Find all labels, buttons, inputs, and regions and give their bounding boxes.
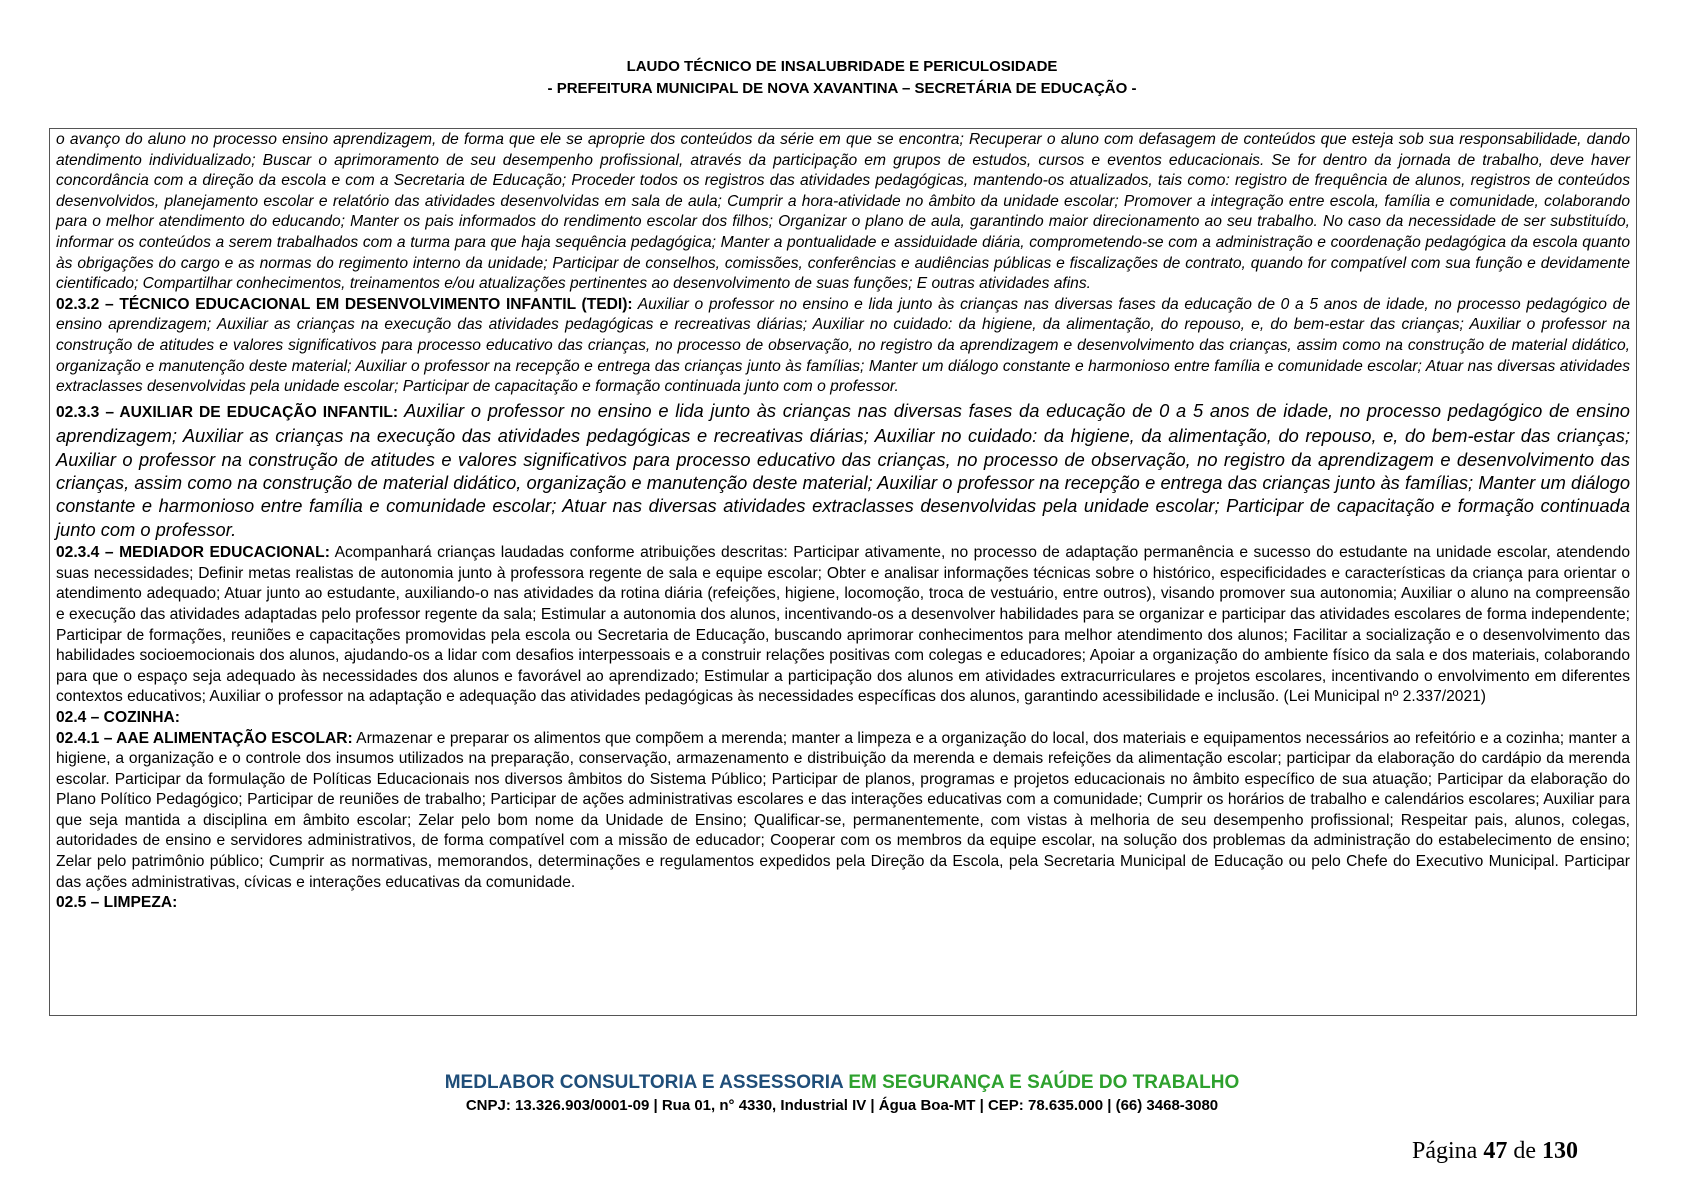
- section-0234-text: Acompanhará crianças laudadas conforme atribuições descritas: Participar ativamente, no processo de adaptação permanência e sucesso do estudante na unidade escolar, atendendo suas necessidades; Definir metas realistas de autonomia junto à professora regente de sala e equipe escolar; Obter e analisar informações técnicas sobre o histórico, especificidades e características da criança para orientar o atendimento adequado; Atuar junto ao estudante, auxiliando-o nas atividades da rotina diária (refeições, higiene, locomoção, troca de vestuário, entre outros), visando promover sua autonomia; Auxiliar o aluno na compreensão e execução das atividades adaptadas pelo professor regente da sala; Estimular a autonomia dos alunos, incentivando-os a desenvolver habilidades para se organizar e participar das atividades escolares de forma independente; Participar de formações, reuniões e capacitações promovidas pela escola ou Secretaria de Educação, buscando aprimorar conhecimentos para melhor atendimento dos alunos; Facilitar a socialização e o desenvolvimento das habilidades socioemocionais dos alunos, ajudando-os a lidar com desafios interpessoais e a construir relações positivas com colegas e educadores; Apoiar a organização do ambiente físico da sala e dos materiais, colaborando para que o espaço seja adequado às necessidades dos alunos e favorável ao aprendizado; Estimular a participação dos alunos em atividades extracurriculares e projetos escolares, incentivando o envolvimento em diferentes contextos educativos; Auxiliar o professor na adaptação e adequação das atividades pedagógicas às necessidades específicas dos alunos, garantindo acessibilidade e inclusão. (Lei Municipal nº 2.337/2021): [56, 544, 1630, 706]
- section-0234: [56, 543, 1630, 708]
- section-0234-title: 02.3.4 – MEDIADOR EDUCACIONAL:: [56, 544, 330, 562]
- section-024-title: 02.4 – COZINHA:: [56, 708, 180, 726]
- footer-company-name: MEDLABOR CONSULTORIA E ASSESSORIA: [444, 1072, 844, 1093]
- section-0233-title: 02.3.3 – AUXILIAR DE EDUCAÇÃO INFANTIL:: [56, 403, 399, 421]
- section-0232-title: 02.3.2 – TÉCNICO EDUCACIONAL EM DESENVOLVIMENTO INFANTIL (TEDI):: [56, 295, 633, 313]
- page-total: 130: [1542, 1138, 1578, 1164]
- section-0232-text: Auxiliar o professor no ensino e lida junto às crianças nas diversas fases da educação de 0 a 5 anos de idade, no processo pedagógico de ensino aprendizagem; Auxiliar as crianças na execução das atividades pedagógicas e recreativas diárias; Auxiliar no cuidado: da higiene, da alimentação, do repouso, e, do bem-estar das crianças; Auxiliar o professor na construção de atitudes e valores significativos para processo educativo das crianças, no processo de observação, no registro da aprendizagem e desenvolvimento das crianças, assim como na construção de material didático, organização e manutenção deste material; Auxiliar o professor na recepção e entrega das crianças junto às famílias; Manter um diálogo constante e harmonioso entre família e comunidade escolar; Atuar nas diversas atividades extraclasses desenvolvidas pela unidade escolar; Participar de capacitação e formação continuada junto com o professor.: [56, 295, 1630, 396]
- intro-paragraph: o avanço do aluno no processo ensino aprendizagem, de forma que ele se aproprie dos conteúdos da série em que se encontra; Recuperar o aluno com defasagem de conteúdos que esteja sob sua responsabilidade, dando atendimento individualizado; Buscar o aprimoramento de seu desempenho profissional, através da participação em grupos de estudos, cursos e eventos educacionais. Se for dentro da jornada de trabalho, deve haver concordância com a direção da escola e com a Secretaria de Educação; Proceder todos os registros das atividades pedagógicas, mantendo-os atualizados, tais como: registro de frequência de alunos, registros de conteúdos desenvolvidos, planejamento escolar e relatório das atividades desenvolvidas em sala de aula; Cumprir a hora-atividade no âmbito da unidade escolar; Promover a integração entre escola, família e comunidade, colaborando para o melhor atendimento do educando; Manter os pais informados do rendimento escolar dos filhos; Organizar o plano de aula, garantindo maior direcionamento ao seu trabalho. No caso da necessidade de ser substituído, informar os conteúdos a serem trabalhados com a turma para que haja sequência pedagógica; Manter a pontualidade e assiduidade diária, comprometendo-se com a administração e coordenação pedagógica da escola quanto às obrigações do cargo e as normas do regimento interno da unidade; Participar de conselhos, comissões, conferências e audiências públicas e fiscalizações de contrato, quando for compatível com sua função e devidamente cientificado; Compartilhar conhecimentos, treinamentos e/ou atualizações pertinentes ao desenvolvimento de suas funções; E outras atividades afins.: [56, 131, 1630, 293]
- page-label: Página: [1412, 1138, 1484, 1164]
- section-0241: [56, 729, 1630, 894]
- page-number: [1412, 1138, 1578, 1165]
- section-024: [56, 708, 1630, 729]
- section-0232: [56, 295, 1630, 398]
- content-box: [49, 128, 1637, 1016]
- page-separator: de: [1507, 1138, 1542, 1164]
- header-subtitle: - PREFEITURA MUNICIPAL DE NOVA XAVANTINA – SECRETÁRIA DE EDUCAÇÃO -: [547, 80, 1137, 97]
- document-header: [0, 56, 1684, 100]
- section-0241-text: Armazenar e preparar os alimentos que compõem a merenda; manter a limpeza e a organização do local, dos materiais e equipamentos necessários ao refeitório e a cozinha; manter a higiene, a organização e o controle dos insumos utilizados na preparação, conservação, armazenamento e distribuição da merenda e demais refeições da alimentação escolar; participar da elaboração do cardápio da merenda escolar. Participar da formulação de Políticas Educacionais nos diversos âmbitos do Sistema Público; Participar de planos, programas e projetos educacionais no âmbito específico de sua atuação; Participar da elaboração do Plano Político Pedagógico; Participar de reuniões de trabalho; Participar de ações administrativas escolares e das interações educativas com a comunidade; Cumprir os horários de trabalho e calendários escolares; Auxiliar para que seja mantida a disciplina em âmbito escolar; Zelar pelo bom nome da Unidade de Ensino; Qualificar-se, permanentemente, com vistas à melhoria de seu desempenho profissional; Respeitar pais, alunos, colegas, autoridades de ensino e servidores administrativos, de forma compatível com a missão de educador; Cooperar com os membros da equipe escolar, na solução dos problemas da administração do estabelecimento de ensino; Zelar pelo patrimônio público; Cumprir as normativas, memorandos, determinações e regulamentos expedidos pela Direção da Escola, pela Secretaria Municipal de Educação ou pelo Chefe do Executivo Municipal. Participar das ações administrativas, cívicas e interações educativas da comunidade.: [56, 729, 1630, 891]
- section-025: [56, 893, 1630, 914]
- footer-company: [0, 1072, 1684, 1094]
- page-current: 47: [1483, 1138, 1508, 1164]
- section-0233-text: Auxiliar o professor no ensino e lida junto às crianças nas diversas fases da educação de 0 a 5 anos de idade, no processo pedagógico de ensino aprendizagem; Auxiliar as crianças na execução das atividades pedagógicas e recreativas diárias; Auxiliar no cuidado: da higiene, da alimentação, do repouso, e, do bem-estar das crianças; Auxiliar o professor na construção de atitudes e valores significativos para processo educativo das crianças, no processo de observação, no registro da aprendizagem e desenvolvimento das crianças, assim como na construção de material didático, organização e manutenção deste material; Auxiliar o professor na recepção e entrega das crianças junto às famílias; Manter um diálogo constante e harmonioso entre família e comunidade escolar; Atuar nas diversas atividades extraclasses desenvolvidas pela unidade escolar; Participar de capacitação e formação continuada junto com o professor.: [56, 399, 1630, 540]
- footer-contact-info: CNPJ: 13.326.903/0001-09 | Rua 01, n° 4330, Industrial IV | Água Boa-MT | CEP: 78.635.000 | (66) 3468-3080: [465, 1097, 1219, 1114]
- section-0241-title: 02.4.1 – AAE ALIMENTAÇÃO ESCOLAR:: [56, 729, 353, 747]
- footer-company-tagline: EM SEGURANÇA E SAÚDE DO TRABALHO: [843, 1072, 1240, 1093]
- section-025-title: 02.5 – LIMPEZA:: [56, 894, 178, 912]
- header-title: LAUDO TÉCNICO DE INSALUBRIDADE E PERICULOSIDADE: [626, 58, 1058, 75]
- section-0233: [56, 399, 1630, 541]
